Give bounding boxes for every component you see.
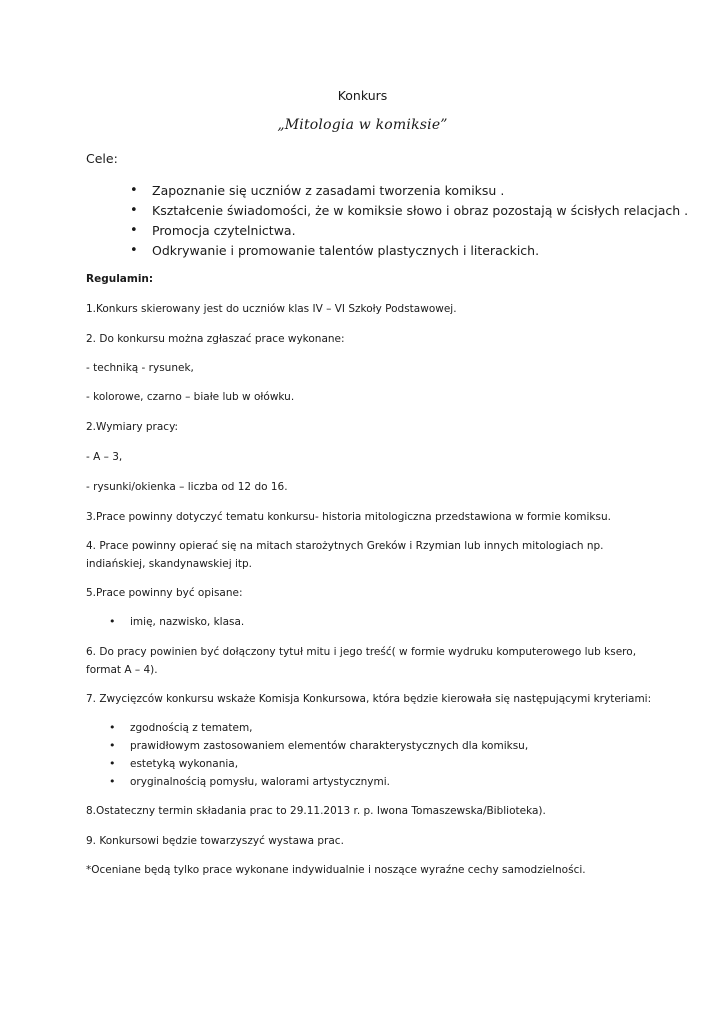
goals-list	[0, 181, 688, 261]
list-item: • imię, nazwisko, klasa.	[0, 613, 244, 631]
goals-heading: Cele:	[86, 151, 118, 166]
list-item: • oryginalnością pomysłu, walorami artystycznymi.	[0, 773, 528, 791]
rule-paragraph-3a: - A – 3,	[86, 451, 123, 463]
rule-paragraph-7: 6. Do pracy powinien być dołączony tytuł mitu i jego treść( w formie wydruku komputerowego lub ksero, format A – 4).	[86, 646, 637, 676]
rules-heading: Regulamin:	[86, 273, 154, 285]
rule-paragraph-4: 3.Prace powinny dotyczyć tematu konkursu- historia mitologiczna przedstawiona w formie komiksu.	[86, 511, 611, 523]
description-list	[0, 613, 244, 631]
rule-paragraph-2b: - kolorowe, czarno – białe lub w ołówku.	[86, 391, 295, 403]
rule-paragraph-9: 8.Ostateczny termin składania prac to 29.11.2013 r. p. Iwona Tomaszewska/Biblioteka).	[86, 805, 546, 817]
list-item: • estetyką wykonania,	[0, 755, 528, 773]
list-item: • prawidłowym zastosowaniem elementów charakterystycznych dla komiksu,	[0, 737, 528, 755]
rule-paragraph-8: 7. Zwycięzców konkursu wskaże Komisja Konkursowa, która będzie kierowała się następującymi kryteriami:	[86, 693, 652, 705]
rule-paragraph-5: 4. Prace powinny opierać się na mitach starożytnych Greków i Rzymian lub innych mitologiach np. indiańskiej, skandynawskiej itp.	[86, 540, 604, 570]
rule-paragraph-6: 5.Prace powinny być opisane:	[86, 587, 243, 599]
list-item: • zgodnością z tematem,	[0, 719, 528, 737]
criteria-list	[0, 719, 528, 791]
goal-item: • Kształcenie świadomości, że w komiksie słowo i obraz pozostają w ścisłych relacjach .	[0, 201, 688, 221]
rule-paragraph-2a: - techniką - rysunek,	[86, 362, 194, 374]
rule-paragraph-3: 2.Wymiary pracy:	[86, 421, 179, 433]
rule-paragraph-10: 9. Konkursowi będzie towarzyszyć wystawa prac.	[86, 835, 344, 847]
goal-item: • Odkrywanie i promowanie talentów plastycznych i literackich.	[0, 241, 688, 261]
rule-paragraph-3b: - rysunki/okienka – liczba od 12 do 16.	[86, 481, 288, 493]
goal-item: • Promocja czytelnictwa.	[0, 221, 688, 241]
document-subtitle: „Mitologia w komiksie”	[277, 117, 448, 133]
rule-paragraph-2: 2. Do konkursu można zgłaszać prace wykonane:	[86, 333, 345, 345]
rule-paragraph-1: 1.Konkurs skierowany jest do uczniów klas IV – VI Szkoły Podstawowej.	[86, 303, 457, 315]
goal-item: • Zapoznanie się uczniów z zasadami tworzenia komiksu .	[0, 181, 688, 201]
document-title: Konkurs	[337, 88, 388, 103]
rule-paragraph-11: *Oceniane będą tylko prace wykonane indywidualnie i noszące wyraźne cechy samodzielności.	[86, 864, 586, 876]
